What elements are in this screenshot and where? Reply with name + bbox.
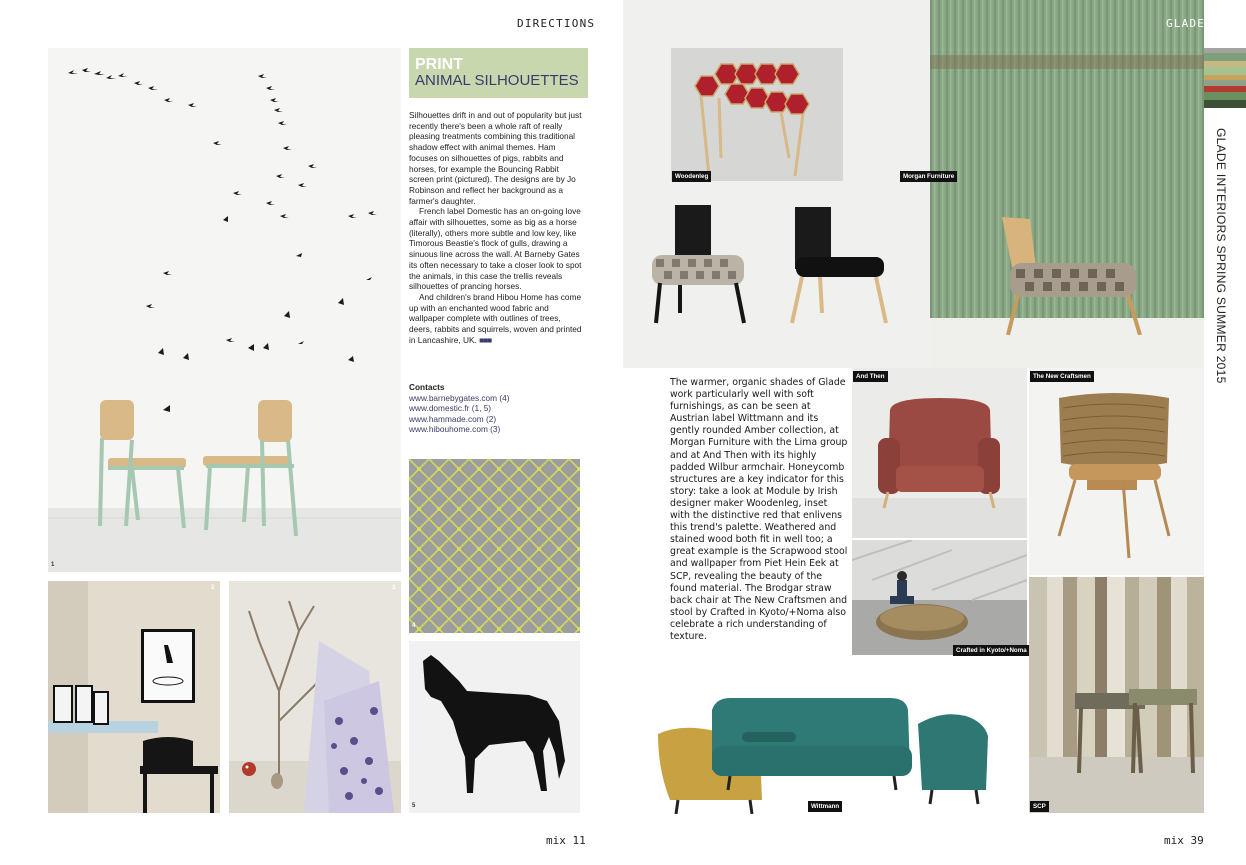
picture-number-3: 3 bbox=[392, 585, 396, 591]
picture-number-4: 4 bbox=[412, 623, 416, 629]
print-article-body bbox=[409, 110, 586, 345]
label-morgan-furniture: Morgan Furniture bbox=[900, 171, 957, 182]
label-new-craftsmen: The New Craftsmen bbox=[1030, 371, 1094, 382]
vertical-title-text: GLADE INTERIORS SPRING SUMMER 2015 bbox=[1214, 128, 1228, 384]
contact-link-hammade[interactable]: www.hammade.com (2) bbox=[409, 413, 497, 424]
label-scp: SCP bbox=[1030, 801, 1049, 812]
birds-wall-chairs-photo bbox=[48, 48, 401, 572]
picture-number-1: 1 bbox=[51, 562, 55, 568]
enchanted-wood-fabric-photo bbox=[229, 581, 401, 813]
horse-silhouette-photo bbox=[409, 641, 580, 813]
crafted-in-kyoto-stool-photo bbox=[852, 540, 1027, 655]
print-subtitle: ANIMAL SILHOUETTES bbox=[415, 72, 579, 89]
print-title-box bbox=[409, 48, 588, 98]
body-paragraph-2: French label Domestic has an on-going love affair with silhouettes, some as big as a horse (literally), others more subtle and low key, like Timorous Beastie's flock of gulls, drawing a sinuous line across the wall. At Barneby Gates its often necessary to take a closer look to spot the animals, in this case the trellis reveals silhouettes of prancing horses. bbox=[409, 206, 582, 292]
label-crafted-in-kyoto: Crafted in Kyoto/+Noma bbox=[953, 645, 1030, 656]
palette-swatch-2 bbox=[1204, 53, 1246, 61]
folio-right: mix 39 bbox=[1164, 834, 1204, 847]
section-header-directions: DIRECTIONS bbox=[517, 17, 596, 30]
contacts-block bbox=[409, 382, 586, 434]
woodenleg-honeycomb-table-photo bbox=[671, 48, 843, 181]
picture-number-5: 5 bbox=[412, 803, 416, 809]
scp-scrapwood-photo bbox=[1029, 577, 1204, 813]
vertical-issue-title bbox=[1214, 128, 1228, 408]
and-then-armchair-photo bbox=[852, 368, 1027, 538]
section-header-glade: GLADE bbox=[1166, 17, 1206, 30]
trellis-horse-wallpaper-photo bbox=[409, 459, 580, 633]
wittmann-amber-sofa-photo bbox=[650, 690, 1028, 814]
contacts-heading: Contacts bbox=[409, 382, 445, 392]
morgan-lima-chairs bbox=[640, 195, 1160, 335]
brodgar-straw-chair-photo bbox=[1029, 368, 1204, 575]
contact-link-hibouhome[interactable]: www.hibouhome.com (3) bbox=[409, 423, 501, 434]
contact-link-barnebygates[interactable]: www.barnebygates.com (4) bbox=[409, 392, 510, 403]
print-title: PRINT bbox=[415, 56, 463, 73]
picture-number-2: 2 bbox=[211, 585, 215, 591]
contact-link-domestic[interactable]: www.domestic.fr (1, 5) bbox=[409, 403, 492, 414]
body-paragraph-1: Silhouettes drift in and out of popularity but just recently there's been a whole raft of really pleasing treatments combining this traditional shadow effect with animal themes. Ham focuses on silhouettes of pigs, rabbits and horses, for example the Bouncing Rabbit screen print (pictured). The designs are by Jo Robinson and reflect her background as a farmer's daughter. bbox=[409, 110, 582, 206]
palette-swatch-4 bbox=[1204, 67, 1246, 75]
label-woodenleg: Woodenleg bbox=[672, 171, 711, 182]
body-paragraph-3: And children's brand Hibou Home has come up with an enchanted wood fabric and wallpaper complete with outlines of trees, deers, rabbits and squirrels, woven and printed in Lancashire, UK. bbox=[409, 291, 582, 345]
label-wittmann: Wittmann bbox=[808, 801, 842, 812]
palette-swatch-9 bbox=[1204, 100, 1246, 108]
label-and-then: And Then bbox=[853, 371, 888, 382]
end-mark: ■■■ bbox=[479, 334, 492, 345]
rabbit-print-room-photo bbox=[48, 581, 220, 813]
glade-article-body: The warmer, organic shades of Glade work particularly well with soft furnishings, as can be seen at Austrian label Wittmann and its gently rounded Amber collection, at Morgan Furniture with the Lima group and at And Then with its highly padded Wilbur armchair. Honeycomb structures are a key indicator for this story: take a look at Module by Irish designer maker Woodenleg, inset with the distinctive red that enlivens this trend's palette. Weathered and stained wood both fit in well too; a great example is the Scrapwood stool and wallpaper from Piet Hein Eek at SCP, revealing the beauty of the found material. The Brodgar straw back chair at The New Craftsmen and stool by Crafted in Kyoto/+Noma also celebrate a rich understanding of texture. bbox=[670, 377, 848, 642]
folio-left: mix 11 bbox=[546, 834, 586, 847]
palette-swatch-8 bbox=[1204, 92, 1246, 100]
